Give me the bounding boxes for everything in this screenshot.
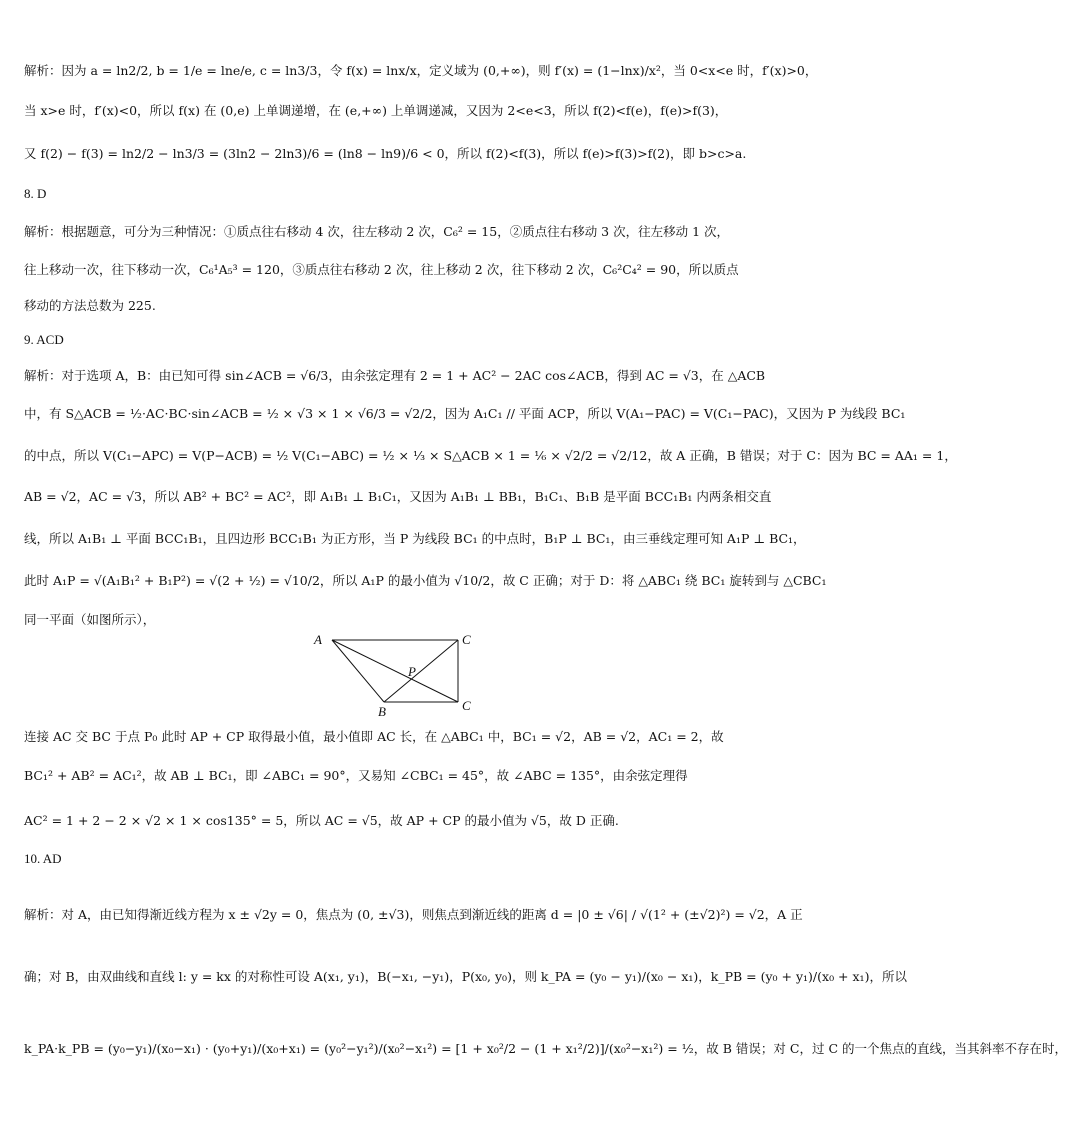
edge-A-B: [332, 640, 384, 702]
text-line: BC₁² + AB² = AC₁²，故 AB ⊥ BC₁，即 ∠ABC₁ = 90°，又易知 ∠CBC₁ = 45°，故 ∠ABC = 135°，由余弦定理得: [24, 768, 688, 783]
answer-heading: 10. AD: [24, 851, 62, 866]
text-line: 解析：因为 a = ln2/2, b = 1/e = lne/e, c = ln3/3，令 f(x) = lnx/x，定义域为 (0,+∞)，则 f′(x) = (1−lnx)/x²，当 0<x<e 时，f′(x)>0，: [24, 63, 818, 78]
text-line: 中，有 S△ACB = ½·AC·BC·sin∠ACB = ½ × √3 × 1 × √6/3 = √2/2，因为 A₁C₁ // 平面 ACP，所以 V(A₁−PAC) = V(C₁−PAC)，又因为 P 为线段 BC₁: [24, 406, 906, 421]
text-line: 往上移动一次，往下移动一次，C₆¹A₅³ = 120，③质点往右移动 2 次，往上移动 2 次，往下移动 2 次，C₆²C₄² = 90，所以质点: [24, 262, 739, 277]
answer-heading: 9. ACD: [24, 332, 64, 347]
text-line: 此时 A₁P = √(A₁B₁² + B₁P²) = √(2 + ½) = √10/2，所以 A₁P 的最小值为 √10/2，故 C 正确；对于 D：将 △ABC₁ 绕 BC₁ 旋转到与 △CBC₁: [24, 573, 827, 588]
label-C-top: C: [462, 632, 471, 647]
text-line: 同一平面（如图所示），: [24, 612, 156, 627]
label-A: A: [314, 632, 322, 647]
text-line: 的中点，所以 V(C₁−APC) = V(P−ACB) = ½ V(C₁−ABC) = ½ × ⅓ × S△ACB × 1 = ⅙ × √2/2 = √2/12，故 A 正确，B 错误；对于 C：因为 BC = AA₁ = 1，: [24, 448, 957, 463]
geometry-figure: [310, 628, 490, 720]
text-line: 线，所以 A₁B₁ ⊥ 平面 BCC₁B₁，且四边形 BCC₁B₁ 为正方形，当 P 为线段 BC₁ 的中点时，B₁P ⊥ BC₁，由三垂线定理可知 A₁P ⊥ BC₁，: [24, 531, 806, 546]
answer-heading: 8. D: [24, 186, 47, 201]
text-line: 当 x>e 时，f′(x)<0，所以 f(x) 在 (0,e) 上单调递增，在 (e,+∞) 上单调递减，又因为 2<e<3，所以 f(2)<f(e)，f(e)>f(3)，: [24, 103, 728, 118]
text-line: 又 f(2) − f(3) = ln2/2 − ln3/3 = (3ln2 − 2ln3)/6 = (ln8 − ln9)/6 < 0，所以 f(2)<f(3)，所以 f(e)>f(3)>f(2)，即 b>c>a.: [24, 146, 747, 161]
text-line: 解析：对 A，由已知得渐近线方程为 x ± √2y = 0，焦点为 (0, ±√3)，则焦点到渐近线的距离 d = |0 ± √6| / √(1² + (±√2)²) = √2，A 正: [24, 907, 803, 922]
text-line: k_PA·k_PB = (y₀−y₁)/(x₀−x₁) · (y₀+y₁)/(x₀+x₁) = (y₀²−y₁²)/(x₀²−x₁²) = [1 + x₀²/2 − (1 + x₁²/2)]/(x₀²−x₁²) = ½，故 B 错误；对 C，过 C 的一个焦点的直线，当其斜率不存在时，: [24, 1041, 1067, 1056]
text-line: 确；对 B，由双曲线和直线 l: y = kx 的对称性可设 A(x₁, y₁)，B(−x₁, −y₁)，P(x₀, y₀)，则 k_PA = (y₀ − y₁)/(x₀ − x₁)，k_PB = (y₀ + y₁)/(x₀ + x₁)，所以: [24, 969, 907, 984]
label-P: P: [408, 664, 416, 679]
text-line: AB = √2，AC = √3，所以 AB² + BC² = AC²，即 A₁B₁ ⊥ B₁C₁，又因为 A₁B₁ ⊥ BB₁，B₁C₁、B₁B 是平面 BCC₁B₁ 内两条相交直: [24, 489, 772, 504]
text-line: AC² = 1 + 2 − 2 × √2 × 1 × cos135° = 5，所以 AC = √5，故 AP + CP 的最小值为 √5，故 D 正确.: [24, 813, 619, 828]
label-C-bottom: C: [462, 698, 471, 713]
text-line: 连接 AC 交 BC 于点 P₀ 此时 AP + CP 取得最小值，最小值即 AC 长，在 △ABC₁ 中，BC₁ = √2，AB = √2，AC₁ = 2，故: [24, 729, 724, 744]
label-B: B: [378, 704, 386, 719]
text-line: 解析：根据题意，可分为三种情况：①质点往右移动 4 次，往左移动 2 次，C₆² = 15，②质点往右移动 3 次，往左移动 1 次，: [24, 224, 730, 239]
text-line: 移动的方法总数为 225.: [24, 298, 156, 313]
text-line: 解析：对于选项 A，B：由已知可得 sin∠ACB = √6/3，由余弦定理有 2 = 1 + AC² − 2AC cos∠ACB，得到 AC = √3，在 △ACB: [24, 368, 766, 383]
